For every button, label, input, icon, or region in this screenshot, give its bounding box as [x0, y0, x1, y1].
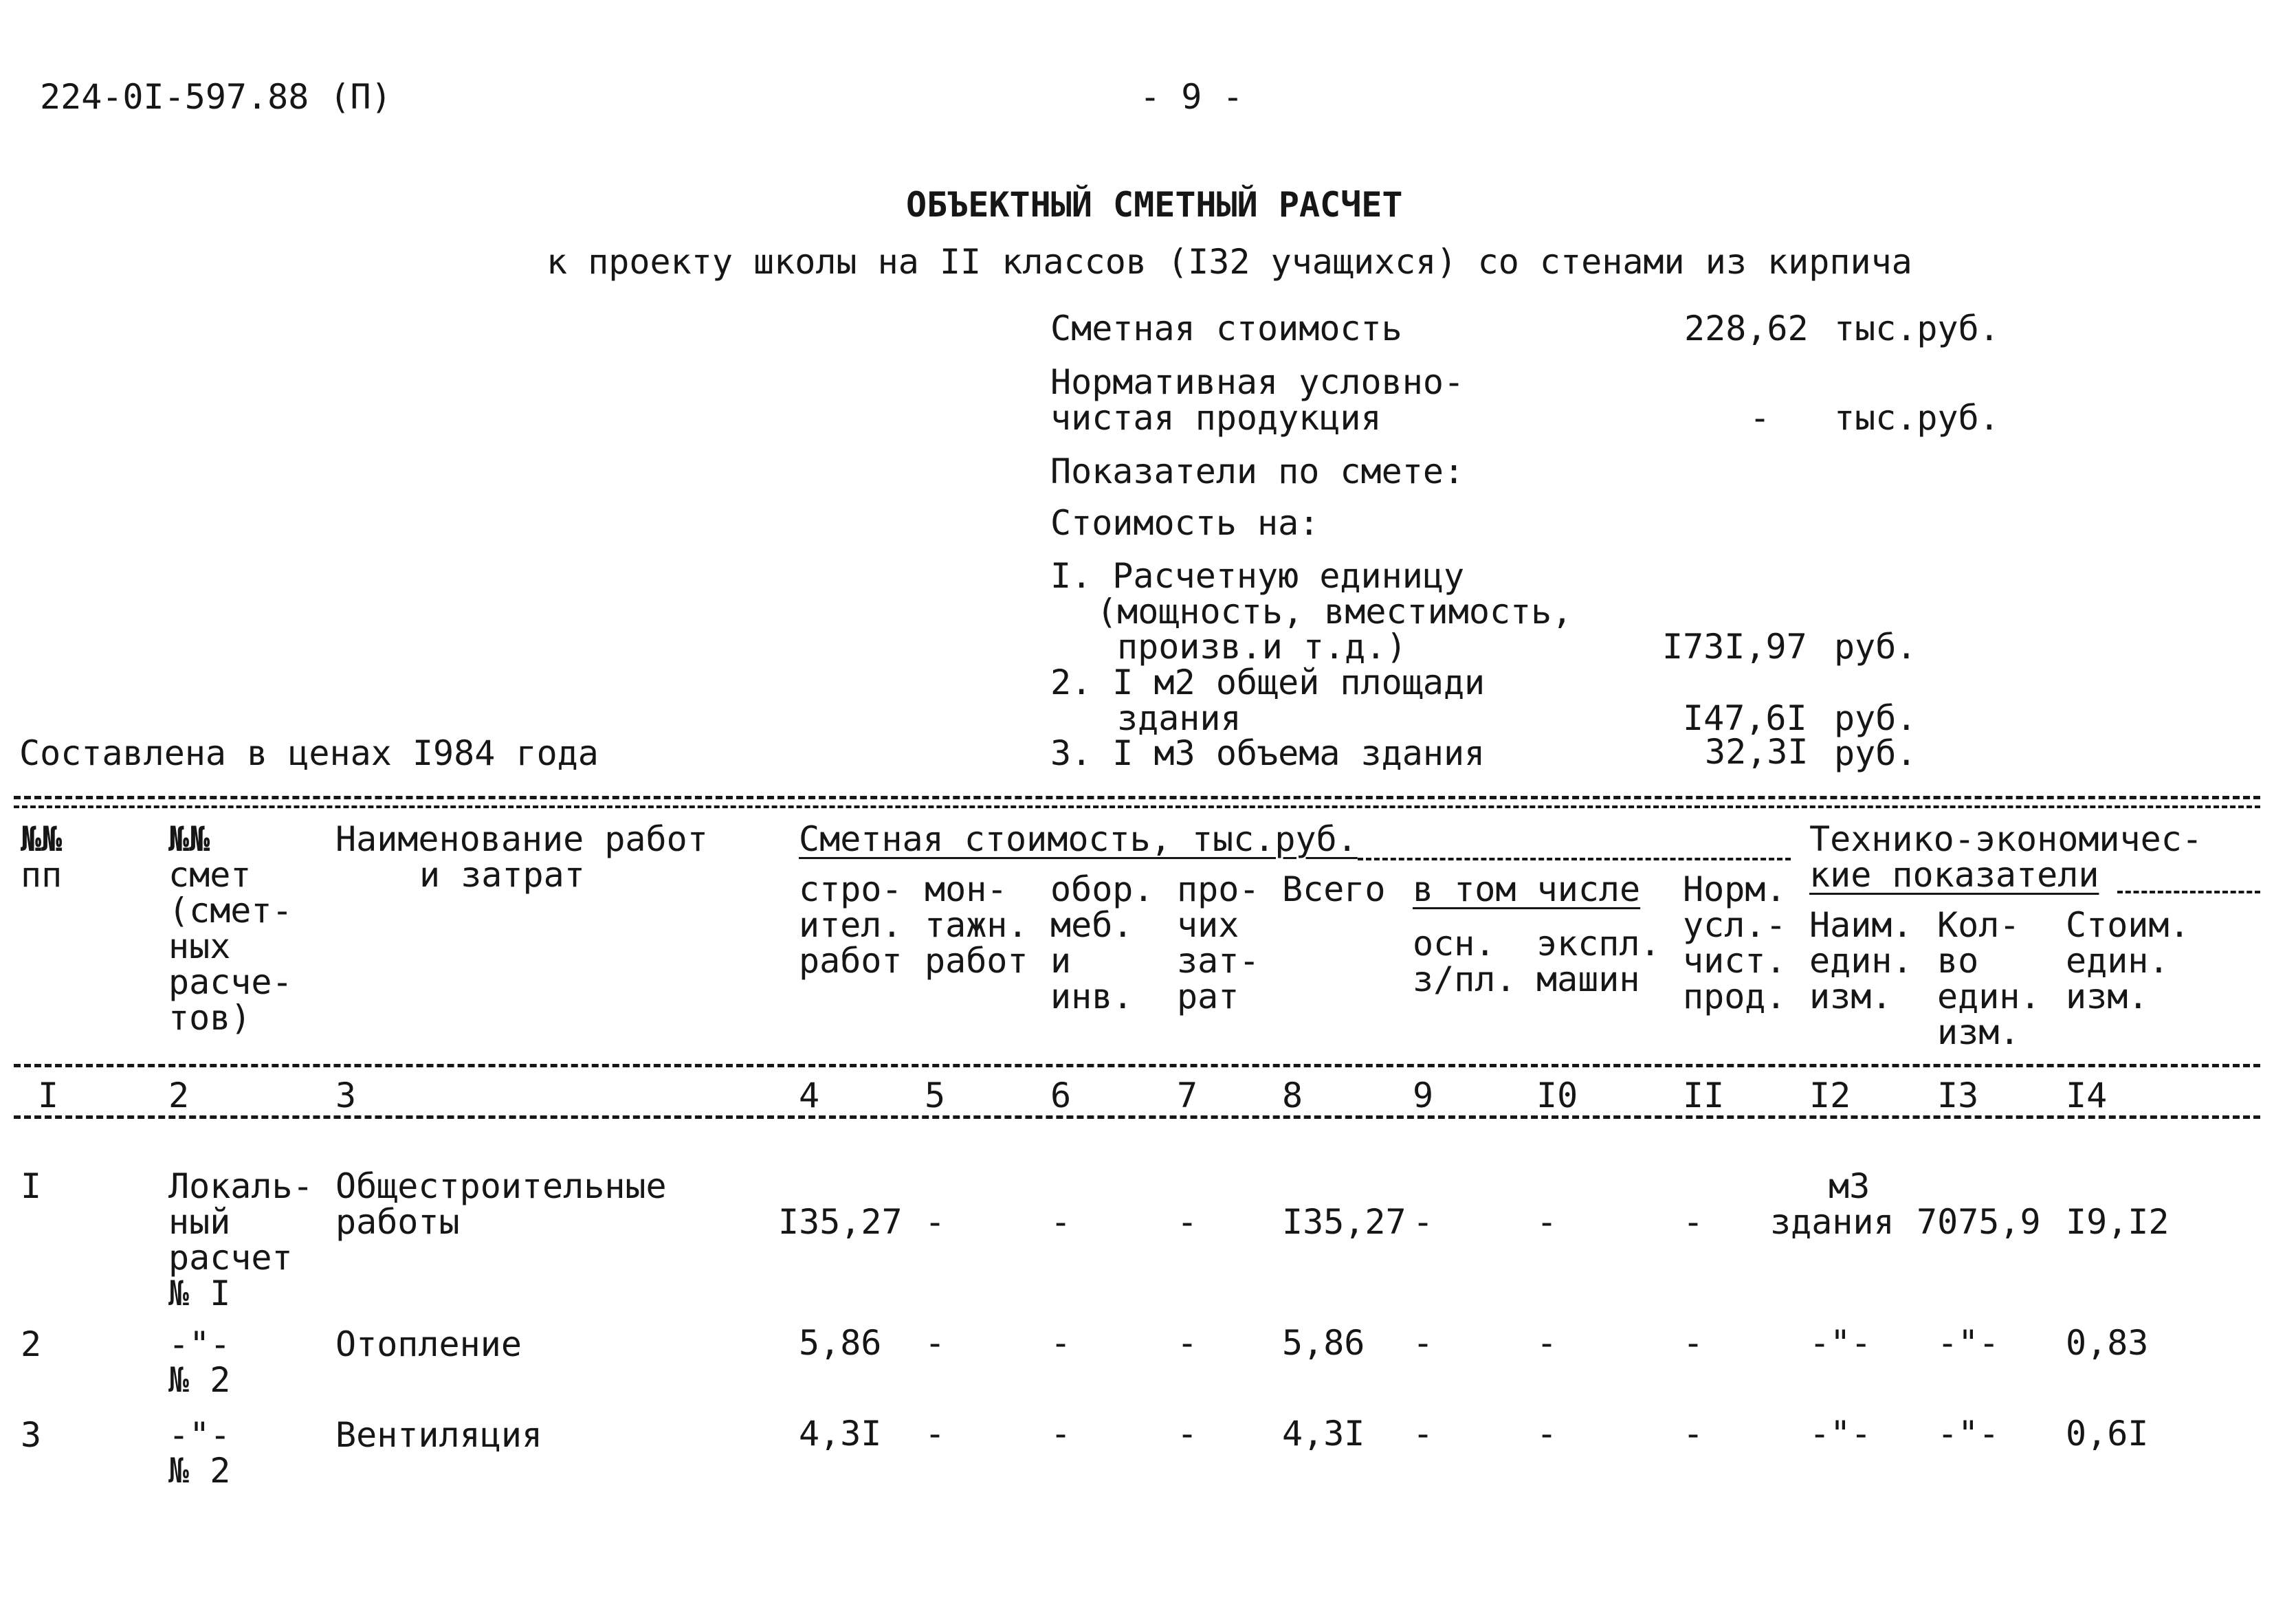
- header-col14-line3: изм.: [2066, 977, 2149, 1016]
- row-wages: -: [1413, 1202, 1434, 1242]
- row-estimate-line4: № I: [168, 1273, 231, 1313]
- cost-unit: тыс.руб.: [1834, 309, 2000, 348]
- header-col3-line1: Наименование работ: [335, 819, 708, 859]
- row-construction-cost: 4,3I: [799, 1414, 882, 1454]
- cost-label: Сметная стоимость: [1050, 309, 1402, 348]
- row-quantity: 7075,9: [1917, 1202, 2041, 1242]
- row-unit-cost: 0,6I: [2066, 1414, 2149, 1454]
- row-unit-line1: м3: [1829, 1166, 1870, 1206]
- header-col1-line1: №№: [21, 819, 63, 859]
- row-equipment-cost: -: [1050, 1323, 1072, 1363]
- row-unit-line1: -"-: [1809, 1414, 1872, 1454]
- table-top-rule: [14, 796, 2260, 799]
- row-estimate-line2: ный: [168, 1202, 231, 1242]
- row-wages: -: [1413, 1323, 1434, 1363]
- header-col3-line2: и затрат: [419, 855, 585, 895]
- row-installation-cost: -: [925, 1323, 946, 1363]
- row-net-product: -: [1683, 1323, 1704, 1363]
- header-col12-line3: изм.: [1809, 977, 1892, 1016]
- row-total-cost: 5,86: [1282, 1323, 1365, 1363]
- header-col13-line1: Кол-: [1937, 905, 2020, 945]
- norm-label-line2: чистая продукция: [1050, 398, 1382, 438]
- header-cost-group: Сметная стоимость, тыс.руб.: [799, 819, 1358, 859]
- colnum-3: 3: [335, 1076, 357, 1115]
- colnum-1: I: [38, 1076, 59, 1115]
- colnum-8: 8: [1282, 1076, 1303, 1115]
- header-col10-line2: машин: [1536, 959, 1640, 999]
- row-installation-cost: -: [925, 1414, 946, 1454]
- row-total-cost: 4,3I: [1282, 1414, 1365, 1454]
- row-estimate-line1: Локаль-: [168, 1166, 313, 1206]
- header-col5-line3: работ: [925, 941, 1028, 981]
- header-col13-line3: един.: [1937, 977, 2041, 1016]
- header-tech-group-line2: кие показатели: [1809, 855, 2099, 895]
- header-col5-line2: тажн.: [925, 905, 1028, 945]
- header-col14-line2: един.: [2066, 941, 2170, 981]
- header-tech-group-line1: Технико-экономичес-: [1809, 819, 2203, 859]
- row-machinery: -: [1536, 1202, 1558, 1242]
- colnum-7: 7: [1177, 1076, 1198, 1115]
- colnum-bottom-rule: [14, 1115, 2260, 1119]
- row-machinery: -: [1536, 1323, 1558, 1363]
- header-col6-line2: меб.: [1050, 905, 1134, 945]
- header-col9-line2: з/пл.: [1413, 959, 1516, 999]
- header-incl-group: в том числе: [1413, 869, 1641, 909]
- item2-unit: руб.: [1834, 698, 1917, 738]
- row-number: 3: [21, 1415, 42, 1455]
- tech-group-rule: [2117, 891, 2260, 893]
- row-construction-cost: 5,86: [799, 1323, 882, 1363]
- row-estimate-line1: -"-: [168, 1324, 231, 1364]
- indicators-label: Показатели по смете:: [1050, 452, 1465, 491]
- header-col12-line2: един.: [1809, 941, 1913, 981]
- row-total-cost: I35,27: [1282, 1202, 1406, 1242]
- colnum-4: 4: [799, 1076, 820, 1115]
- norm-label-line1: Нормативная условно-: [1050, 362, 1465, 402]
- prices-note: Составлена в ценах I984 года: [19, 733, 599, 773]
- item1-line3: произв.и т.д.): [1117, 627, 1407, 667]
- colnum-2: 2: [168, 1076, 190, 1115]
- header-col7-line2: чих: [1177, 905, 1239, 945]
- header-col13-line2: во: [1937, 941, 1979, 981]
- item1-value: I73I,97: [1662, 627, 1807, 667]
- header-col12-line1: Наим.: [1809, 905, 1913, 945]
- header-col2-line1: №№: [168, 819, 210, 859]
- header-col4-line1: стро-: [799, 869, 903, 909]
- row-number: I: [21, 1166, 42, 1206]
- header-col14-line1: Стоим.: [2066, 905, 2190, 945]
- colnum-14: I4: [2066, 1076, 2108, 1115]
- item3-line1: 3. I м3 объема здания: [1050, 733, 1486, 773]
- header-col6-line4: инв.: [1050, 977, 1134, 1016]
- item1-line1: I. Расчетную единицу: [1050, 556, 1465, 596]
- norm-unit: тыс.руб.: [1834, 398, 2000, 438]
- document-code: 224-0I-597.88 (П): [40, 77, 392, 117]
- row-quantity: -"-: [1937, 1414, 2000, 1454]
- cost-group-rule: [1358, 858, 1791, 860]
- row-net-product: -: [1683, 1414, 1704, 1454]
- cost-per-label: Стоимость на:: [1050, 503, 1320, 543]
- row-other-cost: -: [1177, 1414, 1198, 1454]
- colnum-9: 9: [1413, 1076, 1434, 1115]
- row-name-line2: работы: [335, 1202, 460, 1242]
- header-col13-line4: изм.: [1937, 1012, 2020, 1052]
- colnum-10: I0: [1536, 1076, 1578, 1115]
- row-name-line1: Вентиляция: [335, 1415, 543, 1455]
- header-col4-line2: ител.: [799, 905, 903, 945]
- row-estimate-line3: расчет: [168, 1238, 293, 1278]
- header-col2-line4: ных: [168, 926, 231, 966]
- header-col2-line6: тов): [168, 998, 252, 1038]
- row-equipment-cost: -: [1050, 1414, 1072, 1454]
- row-name-line1: Отопление: [335, 1324, 522, 1364]
- norm-value: -: [1749, 398, 1771, 438]
- item2-value: I47,6I: [1683, 698, 1807, 738]
- row-construction-cost: I35,27: [778, 1202, 903, 1242]
- header-col11-line4: прод.: [1683, 977, 1787, 1016]
- header-col4-line3: работ: [799, 941, 903, 981]
- row-estimate-line2: № 2: [168, 1451, 231, 1491]
- header-col1-line2: пп: [21, 855, 63, 895]
- row-machinery: -: [1536, 1414, 1558, 1454]
- header-col7-line4: рат: [1177, 977, 1239, 1016]
- row-quantity: -"-: [1937, 1323, 2000, 1363]
- header-col7-line1: про-: [1177, 869, 1260, 909]
- row-unit-line2: здания: [1770, 1202, 1895, 1242]
- header-col11-line2: усл.-: [1683, 905, 1787, 945]
- cost-value: 228,62: [1684, 309, 1809, 348]
- item3-value: 32,3I: [1705, 732, 1809, 772]
- header-col2-line5: расче-: [168, 962, 293, 1002]
- row-other-cost: -: [1177, 1323, 1198, 1363]
- colnum-11: II: [1683, 1076, 1725, 1115]
- document-title: ОБЪЕКТНЫЙ СМЕТНЫЙ РАСЧЕТ: [906, 185, 1403, 225]
- colnum-13: I3: [1937, 1076, 1979, 1115]
- row-unit-cost: I9,I2: [2066, 1202, 2170, 1242]
- document-subtitle: к проекту школы на II классов (I32 учащихся) со стенами из кирпича: [547, 242, 1912, 282]
- row-other-cost: -: [1177, 1202, 1198, 1242]
- row-estimate-line2: № 2: [168, 1360, 231, 1400]
- row-number: 2: [21, 1324, 42, 1364]
- header-col10-line1: экспл.: [1536, 924, 1661, 964]
- header-col6-line1: обор.: [1050, 869, 1154, 909]
- row-estimate-line1: -"-: [168, 1415, 231, 1455]
- header-col8-line1: Всего: [1282, 869, 1386, 909]
- row-net-product: -: [1683, 1202, 1704, 1242]
- item1-unit: руб.: [1834, 627, 1917, 667]
- header-col11-line1: Норм.: [1683, 869, 1787, 909]
- row-installation-cost: -: [925, 1202, 946, 1242]
- colnum-12: I2: [1809, 1076, 1851, 1115]
- header-col2-line3: (смет-: [168, 891, 293, 931]
- header-col2-line2: смет: [168, 855, 252, 895]
- header-col6-line3: и: [1050, 941, 1072, 981]
- header-col9-line1: осн.: [1413, 924, 1496, 964]
- row-wages: -: [1413, 1414, 1434, 1454]
- row-unit-cost: 0,83: [2066, 1323, 2149, 1363]
- colnum-5: 5: [925, 1076, 946, 1115]
- item2-line1: 2. I м2 общей площади: [1050, 663, 1486, 702]
- item2-line2: здания: [1117, 698, 1241, 738]
- row-unit-line1: -"-: [1809, 1323, 1872, 1363]
- row-equipment-cost: -: [1050, 1202, 1072, 1242]
- header-col5-line1: мон-: [925, 869, 1008, 909]
- item3-unit: руб.: [1834, 733, 1917, 773]
- row-name-line1: Общестроительные: [335, 1166, 667, 1206]
- header-col11-line3: чист.: [1683, 941, 1787, 981]
- header-bottom-rule: [14, 1064, 2260, 1067]
- table-top-rule-2: [14, 805, 2260, 808]
- colnum-6: 6: [1050, 1076, 1072, 1115]
- header-col7-line3: зат-: [1177, 941, 1260, 981]
- page-number: - 9 -: [1140, 77, 1244, 117]
- item1-line2: (мощность, вместимость,: [1096, 592, 1573, 632]
